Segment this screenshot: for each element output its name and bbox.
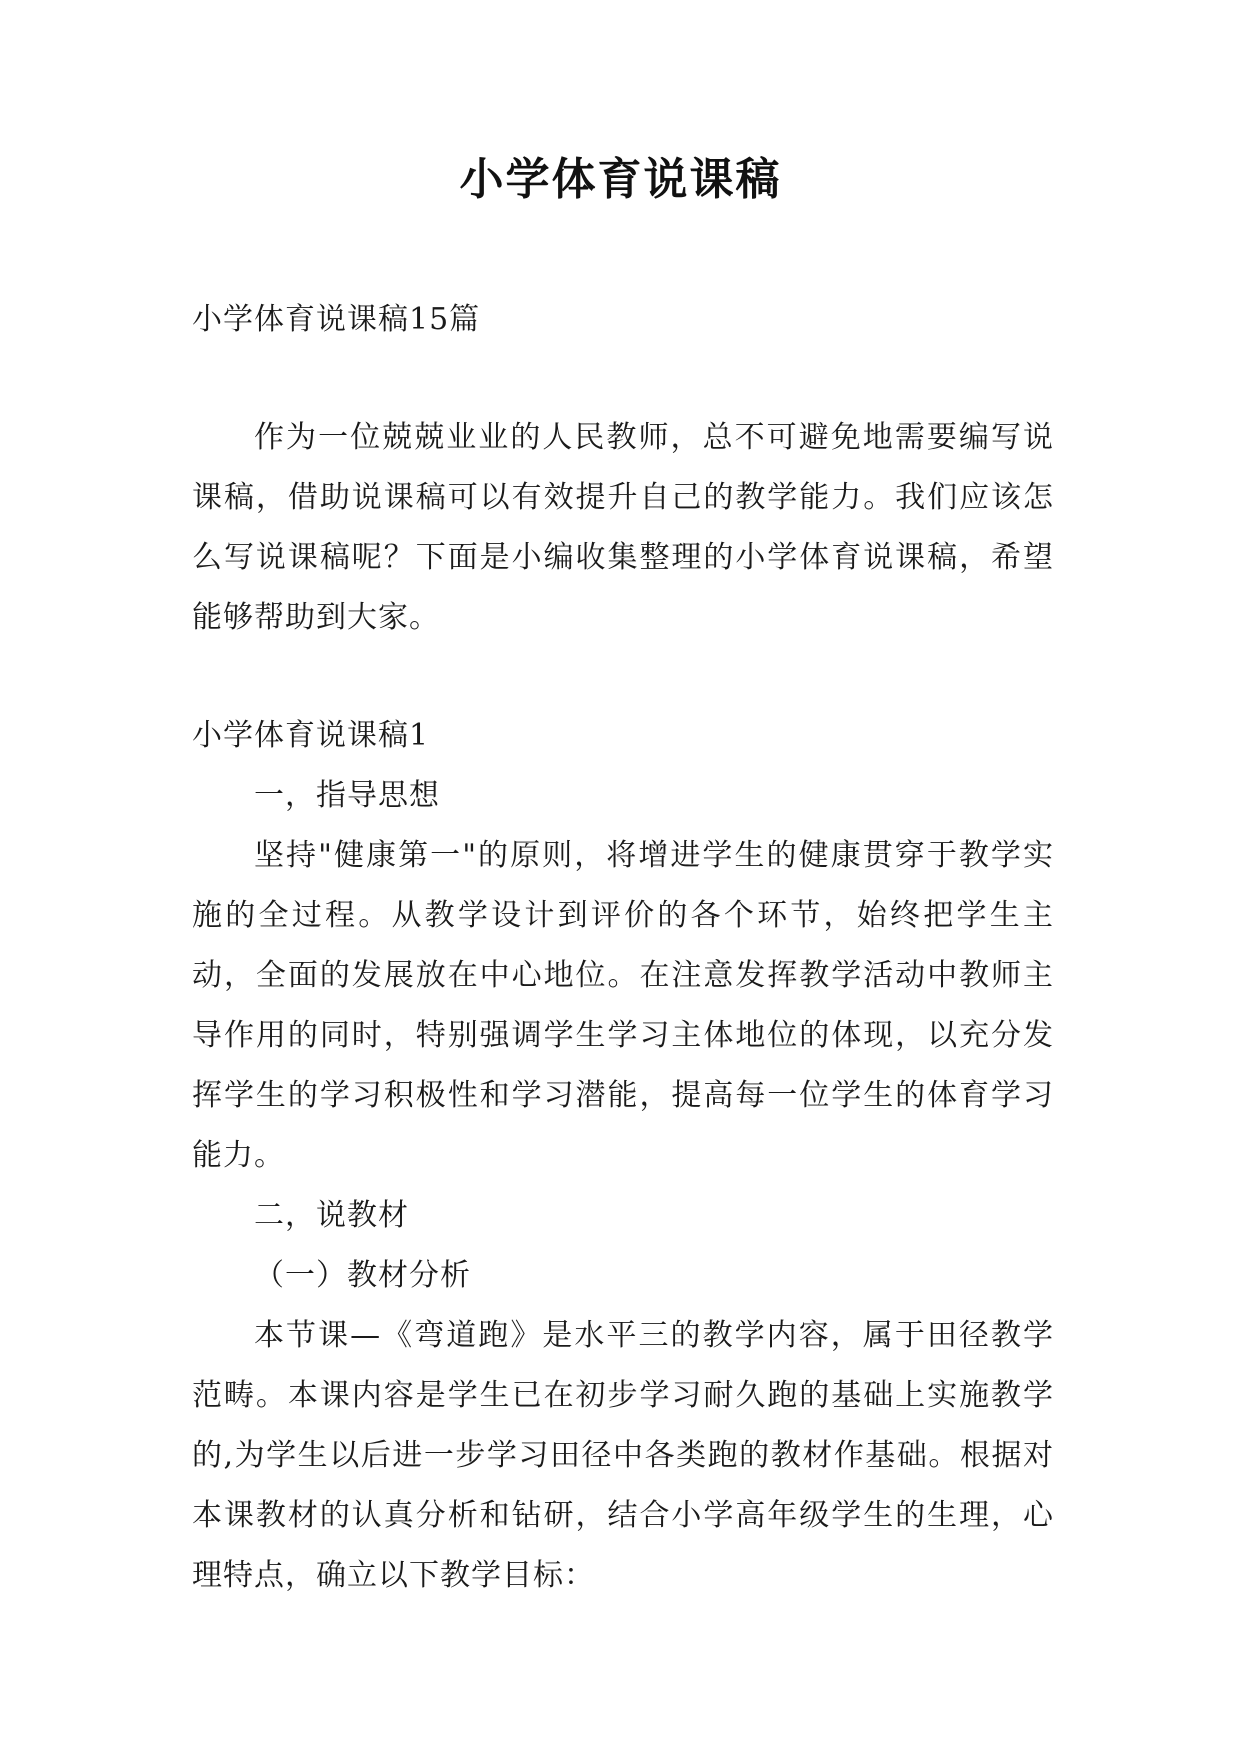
document-subtitle: 小学体育说课稿15篇 bbox=[192, 302, 481, 337]
intro-paragraph: 作为一位兢兢业业的人民教师，总不可避免地需要编写说课稿，借助说课稿可以有效提升自己的教学能力。我们应该怎么写说课稿呢？下面是小编收集整理的小学体育说课稿，希望能够帮助到大家。 bbox=[192, 420, 1054, 635]
spacer bbox=[192, 350, 1054, 408]
material-analysis-paragraph: 本节课—《弯道跑》是水平三的教学内容，属于田径教学范畴。本课内容是学生已在初步学习耐久跑的基础上实施教学的,为学生以后进一步学习田径中各类跑的教材作基础。根据对本课教材的认真分析和钻研，结合小学高年级学生的生理，心理特点，确立以下教学目标： bbox=[192, 1318, 1054, 1593]
guiding-thought-paragraph: 坚持"健康第一"的原则，将增进学生的健康贯穿于教学实施的全过程。从教学设计到评价的各个环节，始终把学生主动，全面的发展放在中心地位。在注意发挥教学活动中教师主导作用的同时，特别强调学生学习主体地位的体现，以充分发挥学生的学习积极性和学习潜能，提高每一位学生的体育学习能力。 bbox=[192, 838, 1054, 1173]
heading-teaching-material: 二，说教材 bbox=[254, 1198, 409, 1233]
spacer bbox=[192, 648, 1054, 706]
heading-material-analysis: （一）教材分析 bbox=[254, 1258, 471, 1293]
document-title: 小学体育说课稿 bbox=[459, 154, 782, 205]
document-body bbox=[192, 290, 1054, 1606]
section-title: 小学体育说课稿1 bbox=[192, 718, 430, 753]
heading-guiding-thought: 一，指导思想 bbox=[254, 778, 440, 813]
